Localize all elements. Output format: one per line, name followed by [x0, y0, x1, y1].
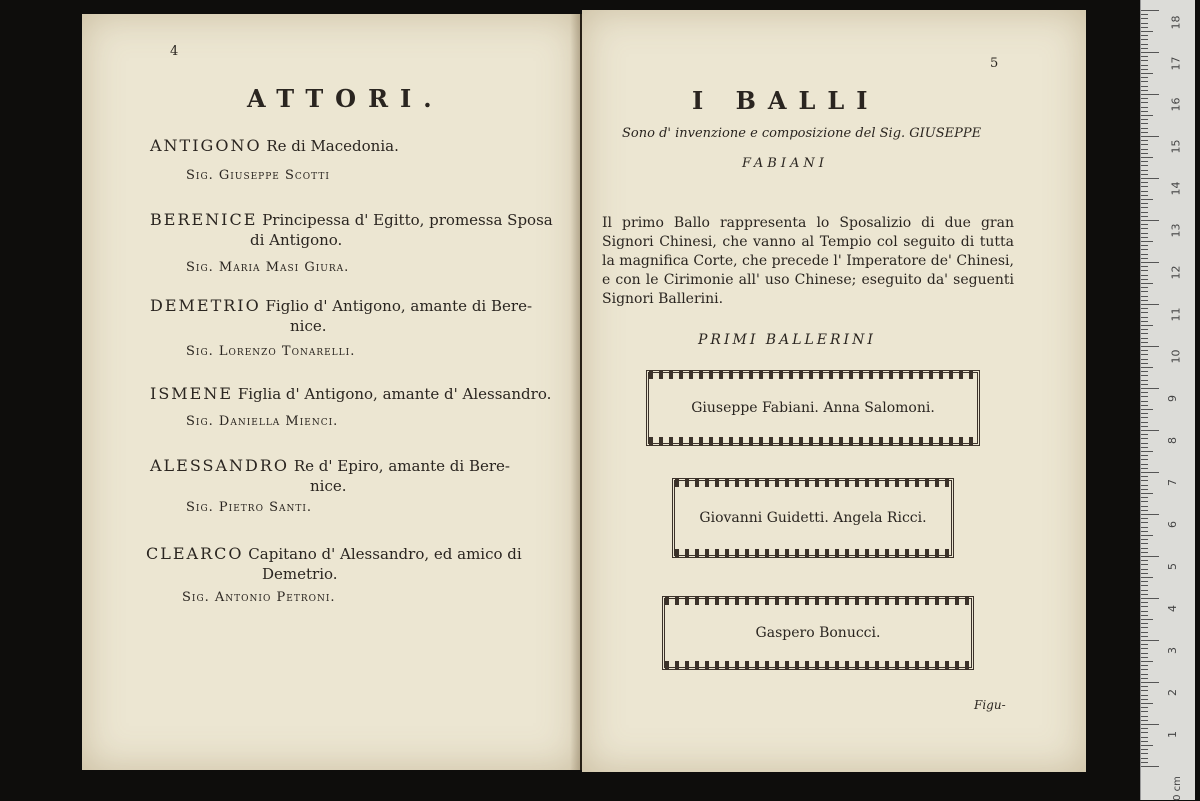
- ruler-tick: [1141, 455, 1148, 456]
- ruler-tick: [1141, 254, 1148, 255]
- ruler-tick: [1141, 203, 1148, 204]
- ruler-tick: [1141, 359, 1148, 360]
- ruler-tick: [1141, 552, 1148, 553]
- dancer-single: Gaspero Bonucci.: [755, 625, 881, 641]
- ruler-tick: [1141, 623, 1148, 624]
- ruler-tick: [1141, 350, 1148, 351]
- singer-name: Sig. Giuseppe Scotti: [186, 168, 330, 183]
- role-desc-cont: nice.: [290, 317, 327, 335]
- ruler-tick: [1141, 661, 1153, 662]
- ornament-border-top: [665, 597, 971, 605]
- ruler-tick: [1141, 531, 1148, 532]
- role-desc: Capitano d' Alessandro, ed amico di: [248, 545, 522, 563]
- ruler-tick: [1141, 564, 1148, 565]
- ruler-tick: [1141, 577, 1153, 578]
- ruler-tick: [1141, 23, 1148, 24]
- ruler-tick: [1141, 535, 1153, 536]
- ruler-tick: [1141, 304, 1159, 305]
- ruler-tick: [1141, 615, 1148, 616]
- ruler-tick: [1141, 438, 1148, 439]
- ruler-tick: [1141, 270, 1148, 271]
- ruler-tick: [1141, 493, 1153, 494]
- ruler-tick: [1141, 56, 1148, 57]
- ruler-tick: [1141, 611, 1148, 612]
- ruler-tick: [1141, 191, 1148, 192]
- page-title-left: ATTORI.: [247, 84, 444, 113]
- ruler-tick: [1141, 732, 1148, 733]
- role-entry: [150, 210, 570, 250]
- ruler-tick: [1141, 447, 1148, 448]
- ruler-tick: [1141, 39, 1148, 40]
- ruler-number: 18: [1169, 15, 1183, 30]
- role-desc: Re di Macedonia.: [266, 137, 399, 155]
- ruler-tick: [1141, 699, 1148, 700]
- ruler-tick: [1141, 73, 1153, 74]
- ruler-tick: [1141, 342, 1148, 343]
- ruler-tick: [1141, 741, 1148, 742]
- ruler-tick: [1141, 321, 1148, 322]
- ruler-tick: [1141, 371, 1148, 372]
- ruler-tick: [1141, 644, 1148, 645]
- ruler-number: 5: [1166, 563, 1179, 570]
- ruler-tick: [1141, 556, 1159, 557]
- ruler-tick: [1141, 762, 1148, 763]
- ruler-tick: [1141, 695, 1148, 696]
- page-title-right: I BALLI: [692, 86, 880, 115]
- ruler-tick: [1141, 422, 1148, 423]
- ornament-border-bottom: [665, 661, 971, 669]
- ruler-tick: [1141, 115, 1153, 116]
- ruler-tick: [1141, 363, 1148, 364]
- ruler-number: 17: [1169, 56, 1183, 71]
- ruler-tick: [1141, 388, 1159, 389]
- ruler-tick: [1141, 346, 1159, 347]
- ruler-tick: [1141, 27, 1148, 28]
- ruler-number: 3: [1166, 647, 1179, 654]
- ruler-tick: [1141, 291, 1148, 292]
- dancer-pair: Giovanni Guidetti. Angela Ricci.: [699, 510, 927, 526]
- ruler-tick: [1141, 98, 1148, 99]
- ruler-tick: [1141, 497, 1148, 498]
- ruler-tick: [1141, 266, 1148, 267]
- ruler-tick: [1141, 573, 1148, 574]
- ruler-number: 14: [1169, 181, 1183, 196]
- role-desc: Figlia d' Antigono, amante d' Alessandro.: [237, 385, 552, 403]
- ruler-number: 8: [1166, 437, 1179, 444]
- ruler-tick: [1141, 90, 1148, 91]
- ruler-tick: [1141, 758, 1148, 759]
- ruler-tick: [1141, 594, 1148, 595]
- ruler-tick: [1141, 132, 1148, 133]
- ornament-border-bottom: [649, 437, 977, 445]
- role-entry: [150, 136, 399, 156]
- ruler-tick: [1141, 510, 1148, 511]
- ruler-number: 11: [1169, 307, 1183, 322]
- ruler-tick: [1141, 178, 1159, 179]
- ruler-number: 7: [1166, 479, 1179, 486]
- ruler-tick: [1141, 443, 1148, 444]
- ruler-tick: [1141, 766, 1159, 767]
- ruler-tick: [1141, 312, 1148, 313]
- ruler-tick: [1141, 737, 1148, 738]
- ruler-tick: [1141, 430, 1159, 431]
- role-entry: [150, 296, 570, 336]
- ruler-tick: [1141, 60, 1148, 61]
- ruler-number: 13: [1169, 223, 1183, 238]
- ruler-tick: [1141, 245, 1148, 246]
- ruler-tick: [1141, 279, 1148, 280]
- ruler-tick: [1141, 233, 1148, 234]
- ruler-tick: [1141, 434, 1148, 435]
- ruler-tick: [1141, 182, 1148, 183]
- role-entry: [146, 544, 570, 584]
- ruler-tick: [1141, 283, 1153, 284]
- ruler-tick: [1141, 375, 1148, 376]
- ruler-tick: [1141, 207, 1148, 208]
- role-name: ISMENE: [150, 384, 234, 403]
- ruler-tick: [1141, 237, 1148, 238]
- ruler-tick: [1141, 590, 1148, 591]
- singer-name: Sig. Lorenzo Tonarelli.: [186, 344, 356, 359]
- ruler-tick: [1141, 380, 1148, 381]
- ruler-tick: [1141, 136, 1159, 137]
- ornament-border-top: [675, 479, 951, 487]
- ruler-tick: [1141, 14, 1148, 15]
- ruler-tick: [1141, 753, 1148, 754]
- ruler-tick: [1141, 287, 1148, 288]
- ruler-tick: [1141, 606, 1148, 607]
- ruler-tick: [1141, 405, 1148, 406]
- ruler-number: 9: [1166, 395, 1179, 402]
- ruler-tick: [1141, 384, 1148, 385]
- ruler-tick: [1141, 518, 1148, 519]
- ruler-tick: [1141, 527, 1148, 528]
- ruler-tick: [1141, 107, 1148, 108]
- role-name: CLEARCO: [146, 544, 244, 563]
- ruler-tick: [1141, 409, 1153, 410]
- subtitle-line-1: Sono d' invenzione e composizione del Sig. GIUSEPPE: [622, 126, 982, 141]
- ruler-tick: [1141, 354, 1148, 355]
- ruler-tick: [1141, 627, 1148, 628]
- ruler-tick: [1141, 258, 1148, 259]
- ruler-tick: [1141, 392, 1148, 393]
- ruler-number: 16: [1169, 97, 1183, 112]
- ruler-tick: [1141, 548, 1148, 549]
- ruler-tick: [1141, 476, 1148, 477]
- ruler-tick: [1141, 543, 1148, 544]
- ruler-tick: [1141, 249, 1148, 250]
- ruler-tick: [1141, 468, 1148, 469]
- catchword: Figu-: [974, 698, 1006, 712]
- ruler-tick: [1141, 308, 1148, 309]
- role-desc-cont: Demetrio.: [262, 565, 338, 583]
- ruler-tick: [1141, 174, 1148, 175]
- ornamental-box: [646, 370, 980, 446]
- ruler-tick: [1141, 632, 1148, 633]
- ornamental-box: [662, 596, 974, 670]
- ruler-tick: [1141, 157, 1153, 158]
- subtitle-line-2: FABIANI: [742, 156, 828, 171]
- ruler-number: 10: [1169, 349, 1183, 364]
- ruler-tick: [1141, 367, 1153, 368]
- ruler-tick: [1141, 602, 1148, 603]
- role-desc: Figlio d' Antigono, amante di Bere-: [265, 297, 533, 315]
- ruler-tick: [1141, 396, 1148, 397]
- ruler-tick: [1141, 140, 1148, 141]
- ruler-tick: [1141, 317, 1148, 318]
- role-entry: [150, 384, 570, 404]
- ruler-tick: [1141, 472, 1159, 473]
- ruler-tick: [1141, 161, 1148, 162]
- page-number-left: 4: [170, 44, 179, 59]
- ruler-tick: [1141, 52, 1159, 53]
- ruler-tick: [1141, 636, 1148, 637]
- ruler-tick: [1141, 224, 1148, 225]
- ruler-tick: [1141, 401, 1148, 402]
- ruler-tick: [1141, 296, 1148, 297]
- ornamental-box: [672, 478, 954, 558]
- ruler-tick: [1141, 598, 1159, 599]
- page-number-right: 5: [990, 56, 999, 71]
- ruler-tick: [1141, 10, 1159, 11]
- ruler-tick: [1141, 102, 1148, 103]
- ruler-tick: [1141, 674, 1148, 675]
- ruler-tick: [1141, 749, 1148, 750]
- ruler-tick: [1141, 65, 1148, 66]
- role-name: ANTIGONO: [150, 136, 262, 155]
- ruler-tick: [1141, 581, 1148, 582]
- ruler-tick: [1141, 539, 1148, 540]
- ruler-tick: [1141, 86, 1148, 87]
- ruler-tick: [1141, 144, 1148, 145]
- ruler-tick: [1141, 220, 1159, 221]
- ruler-tick: [1141, 241, 1153, 242]
- ruler-tick: [1141, 94, 1159, 95]
- singer-name: Sig. Daniella Mienci.: [186, 414, 339, 429]
- ruler-tick: [1141, 690, 1148, 691]
- ruler-tick: [1141, 569, 1148, 570]
- role-desc: Re d' Epiro, amante di Bere-: [293, 457, 510, 475]
- role-name: ALESSANDRO: [150, 456, 290, 475]
- right-page: [582, 10, 1086, 772]
- ruler-tick: [1141, 480, 1148, 481]
- ruler-tick: [1141, 745, 1153, 746]
- ruler-unit: 0 cm: [1171, 776, 1183, 801]
- ruler-tick: [1141, 195, 1148, 196]
- ruler-tick: [1141, 338, 1148, 339]
- ruler-number: 4: [1166, 605, 1179, 612]
- ruler-tick: [1141, 669, 1148, 670]
- ruler-tick: [1141, 170, 1148, 171]
- ruler-number: 2: [1166, 689, 1179, 696]
- ruler-tick: [1141, 18, 1148, 19]
- ruler-tick: [1141, 329, 1148, 330]
- ruler-tick: [1141, 506, 1148, 507]
- singer-name: Sig. Pietro Santi.: [186, 500, 313, 515]
- role-desc-cont: di Antigono.: [250, 231, 343, 249]
- ruler-tick: [1141, 678, 1148, 679]
- ruler-tick: [1141, 657, 1148, 658]
- ruler-tick: [1141, 186, 1148, 187]
- ruler-tick: [1141, 153, 1148, 154]
- ruler-tick: [1141, 648, 1148, 649]
- ruler-tick: [1141, 81, 1148, 82]
- ruler-tick: [1141, 128, 1148, 129]
- ruler-tick: [1141, 489, 1148, 490]
- singer-name: Sig. Antonio Petroni.: [182, 590, 336, 605]
- ruler-tick: [1141, 325, 1153, 326]
- ruler-tick: [1141, 111, 1148, 112]
- ruler-tick: [1141, 640, 1159, 641]
- role-desc-cont: nice.: [310, 477, 347, 495]
- ruler-number: 6: [1166, 521, 1179, 528]
- ruler-tick: [1141, 501, 1148, 502]
- ruler-tick: [1141, 703, 1153, 704]
- ornament-border-bottom: [675, 549, 951, 557]
- ruler-tick: [1141, 77, 1148, 78]
- ruler-tick: [1141, 665, 1148, 666]
- ruler-tick: [1141, 711, 1148, 712]
- ruler-tick: [1141, 485, 1148, 486]
- ruler-tick: [1141, 707, 1148, 708]
- ruler-tick: [1141, 720, 1148, 721]
- role-entry: [150, 456, 570, 496]
- ruler-tick: [1141, 149, 1148, 150]
- ruler-tick: [1141, 619, 1153, 620]
- ruler-tick: [1141, 426, 1148, 427]
- ruler-number: 15: [1169, 139, 1183, 154]
- ruler-tick: [1141, 48, 1148, 49]
- left-page: [82, 14, 580, 770]
- ruler-tick: [1141, 228, 1148, 229]
- ruler-number: 12: [1169, 265, 1183, 280]
- ruler-tick: [1141, 35, 1148, 36]
- ruler-tick: [1141, 417, 1148, 418]
- ruler-tick: [1141, 69, 1148, 70]
- ruler-tick: [1141, 216, 1148, 217]
- singer-name: Sig. Maria Masi Giura.: [186, 260, 350, 275]
- ruler-tick: [1141, 459, 1148, 460]
- ruler-tick: [1141, 44, 1148, 45]
- section-heading: PRIMI BALLERINI: [698, 332, 876, 348]
- ruler-tick: [1141, 686, 1148, 687]
- ruler-tick: [1141, 413, 1148, 414]
- ruler-number: 1: [1166, 731, 1179, 738]
- ruler-tick: [1141, 464, 1148, 465]
- ruler-tick: [1141, 165, 1148, 166]
- ruler-tick: [1141, 119, 1148, 120]
- role-name: BERENICE: [150, 210, 258, 229]
- ruler-tick: [1141, 451, 1153, 452]
- ballo-description: Il primo Ballo rappresenta lo Sposalizio di due gran Signori Chinesi, che vanno al Tempio col seguito di tutta la magnifica Corte, che precede l' Imperatore de' Chinesi, e con le Cirimonie all' uso Chinese; eseguito da' seguenti Signori Ballerini.: [602, 215, 1014, 307]
- ruler-tick: [1141, 333, 1148, 334]
- ruler-tick: [1141, 123, 1148, 124]
- ruler-tick: [1141, 728, 1148, 729]
- ruler-tick: [1141, 514, 1159, 515]
- ruler-tick: [1141, 716, 1148, 717]
- dancer-pair: Giuseppe Fabiani. Anna Salomoni.: [691, 400, 935, 416]
- ruler-tick: [1141, 560, 1148, 561]
- measuring-ruler: [1140, 0, 1195, 800]
- role-name: DEMETRIO: [150, 296, 261, 315]
- ruler-tick: [1141, 653, 1148, 654]
- ruler-tick: [1141, 262, 1159, 263]
- ruler-tick: [1141, 682, 1159, 683]
- ruler-tick: [1141, 585, 1148, 586]
- ruler-tick: [1141, 275, 1148, 276]
- role-desc: Principessa d' Egitto, promessa Sposa: [262, 211, 553, 229]
- ruler-tick: [1141, 724, 1159, 725]
- ornament-border-top: [649, 371, 977, 379]
- ruler-tick: [1141, 522, 1148, 523]
- ruler-tick: [1141, 212, 1148, 213]
- ruler-tick: [1141, 199, 1153, 200]
- ruler-tick: [1141, 31, 1153, 32]
- ruler-tick: [1141, 300, 1148, 301]
